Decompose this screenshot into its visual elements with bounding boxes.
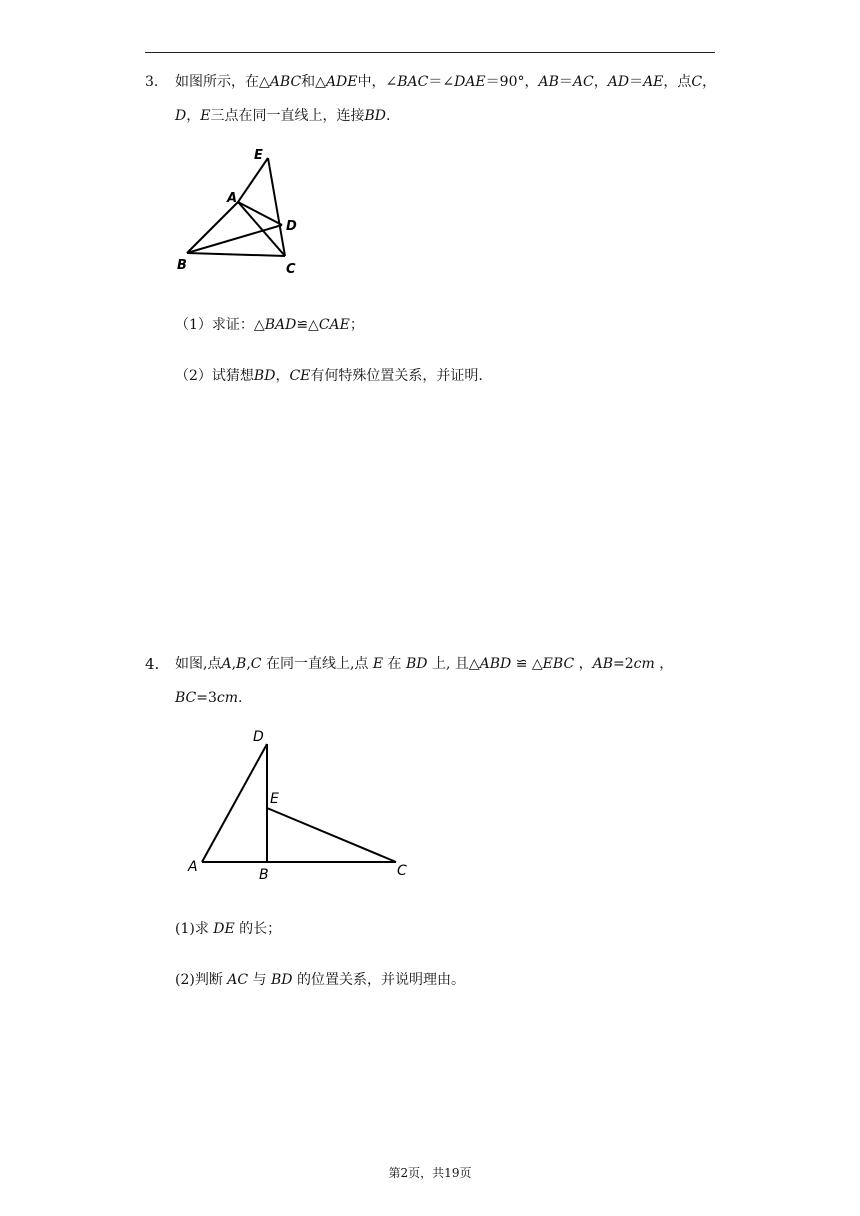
header-rule bbox=[145, 52, 715, 53]
q3-number: 3. bbox=[145, 74, 159, 90]
q4-label-e: E bbox=[270, 791, 279, 807]
q3-label-a: A bbox=[227, 191, 238, 206]
q3-label-e: E bbox=[254, 148, 263, 163]
q4-subquestion-1: (1)求 DE 的长； bbox=[175, 921, 282, 937]
q3-label-c: C bbox=[286, 262, 296, 277]
q4-segment-ad bbox=[202, 744, 267, 862]
q4-text-line1: 如图,点A,B,C 在同一直线上,点 E 在 BD 上, 且△ABD ≌ △EBC ，AB=2cm ， bbox=[175, 656, 674, 672]
q3-subquestion-1: （1）求证：△BAD≌△CAE； bbox=[175, 317, 364, 333]
q3-segment-ae bbox=[238, 158, 268, 202]
page-footer: 第2页，共19页 bbox=[388, 1166, 472, 1180]
q4-figure bbox=[180, 722, 420, 887]
q3-subquestion-2: （2）试猜想BD，CE有何特殊位置关系，并证明. bbox=[175, 368, 483, 384]
q3-text-line2: D，E三点在同一直线上，连接BD. bbox=[175, 108, 391, 124]
q4-label-b: B bbox=[259, 867, 269, 883]
q3-segment-ec bbox=[268, 158, 285, 256]
q4-label-d: D bbox=[253, 729, 264, 745]
q4-label-a: A bbox=[188, 859, 198, 875]
q3-segment-bc bbox=[187, 253, 285, 256]
q4-segment-ec bbox=[267, 808, 396, 862]
q3-text-line1: 如图所示，在△ABC和△ADE中，∠BAC＝∠DAE＝90°，AB＝AC，AD＝AE，点C， bbox=[175, 74, 717, 90]
q4-number: 4. bbox=[145, 655, 160, 673]
q3-label-b: B bbox=[177, 258, 187, 273]
q3-label-d: D bbox=[286, 219, 297, 234]
q3-figure bbox=[170, 140, 310, 280]
q4-label-c: C bbox=[397, 863, 407, 879]
q4-text-line2: BC=3cm. bbox=[175, 690, 243, 706]
q4-subquestion-2: (2)判断 AC 与 BD 的位置关系，并说明理由。 bbox=[175, 972, 465, 988]
